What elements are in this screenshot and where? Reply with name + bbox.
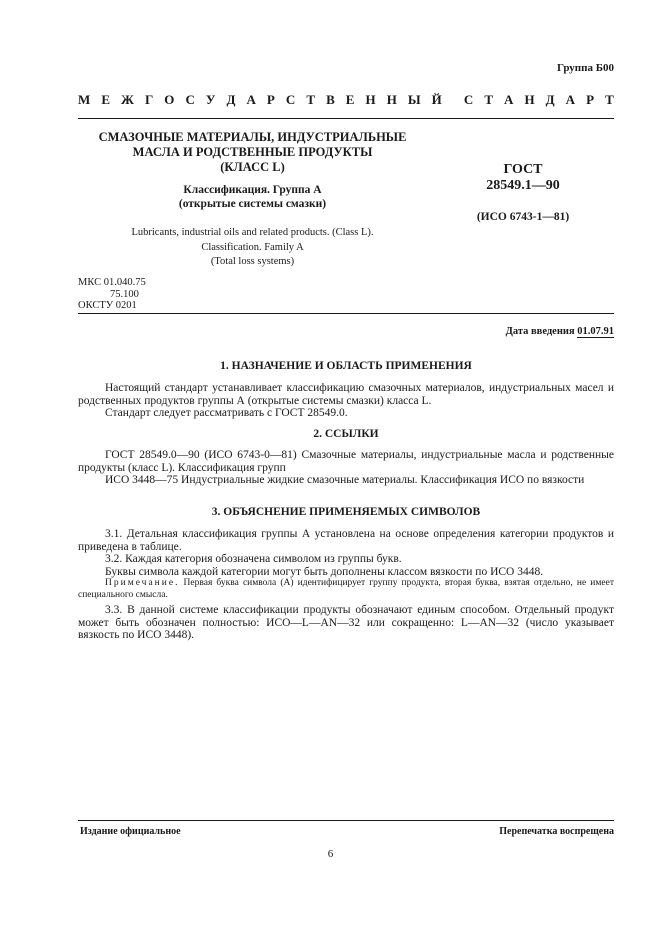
mks-code-2: 75.100 — [110, 288, 139, 300]
banner-letter: Т — [484, 92, 493, 107]
standard-banner — [78, 92, 614, 108]
banner-letter: Т — [605, 92, 614, 107]
banner-letter: В — [326, 92, 335, 107]
banner-letter: Е — [101, 92, 110, 107]
banner-letter: Т — [306, 92, 316, 107]
mks-code: МКС 01.040.75 — [78, 277, 146, 288]
banner-letter: О — [164, 92, 175, 107]
banner-letter: С — [185, 92, 195, 107]
gost-number: 28549.1—90 — [486, 178, 560, 193]
codes-rule — [78, 313, 614, 314]
page-number: 6 — [327, 848, 334, 860]
english-title — [90, 226, 415, 270]
banner-letter: Д — [545, 92, 555, 107]
banner-letter: Р — [586, 92, 595, 107]
banner-letter: Р — [266, 92, 275, 107]
paragraph: ИСО 3448—75 Индустриальные жидкие смазочные материалы. Классификация ИСО по вязкости — [105, 474, 585, 486]
paragraph: 3.3. В данной системе классификации продукты обозначают единым способом. Отдельный продукт может быть обозначен полностью: ИСО—L—AN—32 или сокращенно: L—AN—32 (число указывает вязкость по ИСО 3448). — [78, 604, 614, 641]
english-line: (Total loss systems) — [210, 256, 295, 267]
section-3-title: 3. ОБЪЯСНЕНИЕ ПРИМЕНЯЕМЫХ СИМВОЛОВ — [211, 506, 481, 518]
banner-letter: А — [246, 92, 256, 107]
paragraph: Настоящий стандарт устанавливает классификацию смазочных материалов, индустриальных масел и родственных продуктов группы А (открытые системы смазки) класса L. — [78, 382, 614, 407]
banner-letter: Д — [226, 92, 236, 107]
banner-letter: Н — [524, 92, 535, 107]
banner-letter: У — [205, 92, 216, 107]
paragraph: Буквы символа каждой категории могут быть дополнены классом вязкости по ИСО 3448. — [105, 565, 544, 578]
reprint-forbidden: Перепечатка воспрещена — [499, 826, 614, 837]
footer-rule — [78, 820, 614, 821]
subtitle-line: Классификация. Группа А — [183, 184, 322, 196]
section-1-title: 1. НАЗНАЧЕНИЕ И ОБЛАСТЬ ПРИМЕНЕНИЯ — [220, 360, 472, 372]
gost-designation — [458, 162, 588, 194]
okstu-code: ОКСТУ 0201 — [78, 300, 137, 311]
section-2-body — [78, 449, 614, 487]
header-rule — [78, 118, 614, 119]
paragraph: 3.2. Каждая категория обозначена символом из группы букв. — [105, 553, 402, 565]
banner-letter: Г — [144, 92, 154, 107]
intro-date — [506, 326, 614, 337]
section-2-title: 2. ССЫЛКИ — [313, 428, 379, 440]
note-label: Примечание. — [105, 578, 180, 588]
banner-letter: Н — [386, 92, 397, 107]
banner-letter: М — [78, 92, 91, 107]
banner-letter: А — [565, 92, 576, 107]
gost-label: ГОСТ — [503, 162, 543, 177]
document-title — [90, 130, 415, 175]
banner-letter: С — [463, 92, 474, 107]
group-code: Группа Б00 — [557, 62, 614, 74]
paragraph: ГОСТ 28549.0—90 (ИСО 6743-0—81) Смазочные материалы, индустриальные масла и родственные продукты (класс L). Классификация групп — [78, 449, 614, 474]
document-subtitle — [90, 183, 415, 211]
paragraph: Стандарт следует рассматривать с ГОСТ 28549.0. — [105, 407, 348, 419]
subtitle-line: (открытые системы смазки) — [178, 198, 327, 210]
banner-letter: А — [504, 92, 514, 107]
section-3-body — [78, 528, 614, 578]
english-line: Classification. Family A — [201, 241, 304, 253]
paragraph: 3.1. Детальная классификация группы А установлена на основе определения категории продуктов и приведена в таблице. — [78, 528, 614, 553]
title-line: СМАЗОЧНЫЕ МАТЕРИАЛЫ, ИНДУСТРИАЛЬНЫЕ — [98, 130, 407, 144]
classification-codes — [78, 277, 146, 312]
iso-reference: (ИСО 6743-1—81) — [476, 211, 570, 223]
section-3-body-2 — [78, 604, 614, 642]
title-line: (КЛАСС L) — [220, 160, 285, 174]
banner-letter: С — [285, 92, 296, 107]
section-3-note — [78, 577, 614, 601]
official-edition: Издание официальное — [80, 826, 181, 837]
intro-date-value: 01.07.91 — [577, 326, 614, 337]
banner-letter: Й — [431, 92, 442, 107]
banner-letter: Ы — [407, 92, 421, 107]
banner-letter: Ж — [121, 92, 134, 107]
title-line: МАСЛА И РОДСТВЕННЫЕ ПРОДУКТЫ — [132, 145, 373, 159]
banner-letter: Е — [345, 92, 355, 107]
section-1-body — [78, 382, 614, 420]
english-line: Lubricants, industrial oils and related products. (Class L). — [131, 227, 374, 238]
intro-date-label: Дата введения — [505, 326, 578, 337]
banner-letter: Н — [365, 92, 376, 107]
note-text: Первая буква символа (А) идентифицирует группу продукта, вторая буква, взятая отдельно, не имеет специального смысла. — [78, 578, 614, 600]
